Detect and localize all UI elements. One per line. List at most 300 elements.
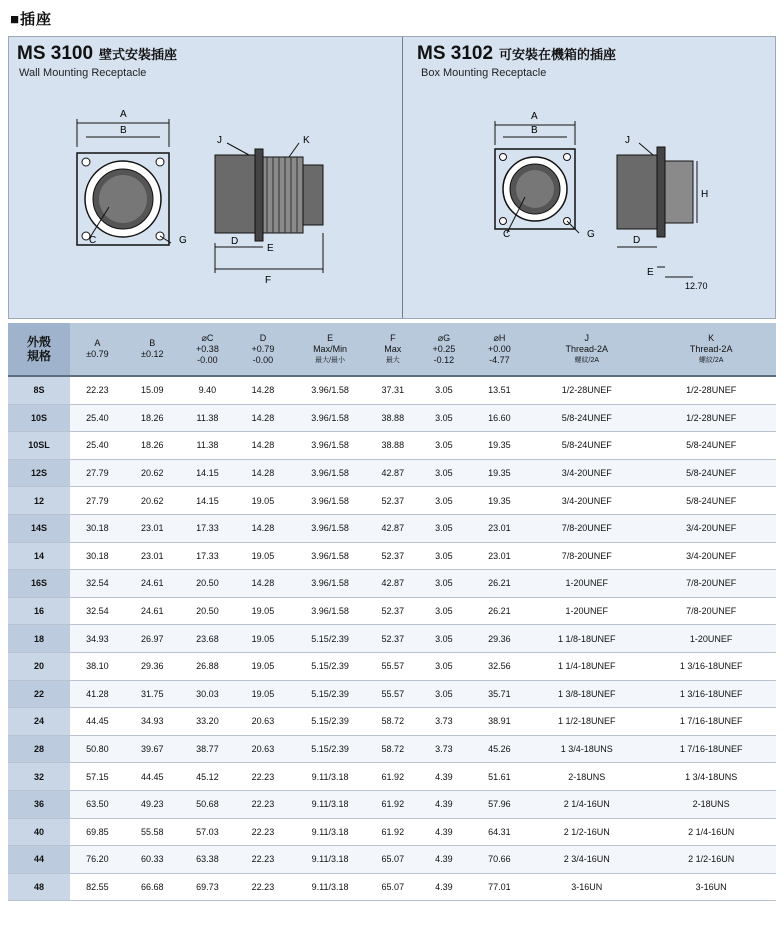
header-g-l2: +0.25 bbox=[432, 343, 456, 354]
table-cell: 19.05 bbox=[235, 652, 291, 680]
ms3100-label-k: K bbox=[303, 135, 310, 146]
table-cell: 3.05 bbox=[416, 680, 472, 708]
header-h-l1: H bbox=[498, 332, 506, 343]
row-size-cell: 14 bbox=[8, 542, 70, 570]
table-cell: 9.11/3.18 bbox=[291, 763, 370, 791]
ms3100-label-d: D bbox=[231, 236, 239, 247]
table-cell: 23.01 bbox=[472, 542, 528, 570]
ms3102-label-b: B bbox=[531, 125, 538, 136]
header-size bbox=[8, 323, 70, 376]
table-cell: 27.79 bbox=[70, 487, 125, 515]
table-cell: 5/8-24UNEF bbox=[527, 432, 646, 460]
table-cell: 2 1/4-16UN bbox=[646, 818, 776, 846]
ms3102-label-d: D bbox=[633, 235, 641, 246]
table-cell: 9.40 bbox=[180, 376, 236, 404]
table-cell: 3/4-20UNEF bbox=[527, 487, 646, 515]
row-size-cell: 10SL bbox=[8, 432, 70, 460]
row-size-cell: 48 bbox=[8, 873, 70, 901]
row-size-cell: 24 bbox=[8, 708, 70, 736]
table-cell: 55.58 bbox=[125, 818, 180, 846]
table-cell: 3.05 bbox=[416, 404, 472, 432]
table-cell: 38.88 bbox=[369, 432, 416, 460]
header-j-l3: 螺紋/2A bbox=[574, 356, 600, 364]
table-cell: 2 1/2-16UN bbox=[646, 846, 776, 874]
table-cell: 9.11/3.18 bbox=[291, 790, 370, 818]
ms3102-code: MS 3102 bbox=[417, 43, 494, 64]
table-cell: 19.05 bbox=[235, 680, 291, 708]
table-cell: 7/8-20UNEF bbox=[527, 542, 646, 570]
table-cell: 20.63 bbox=[235, 708, 291, 736]
table-cell: 52.37 bbox=[369, 597, 416, 625]
table-row bbox=[8, 846, 776, 874]
row-size-cell: 44 bbox=[8, 846, 70, 874]
table-row bbox=[8, 597, 776, 625]
table-cell: 3.96/1.58 bbox=[291, 514, 370, 542]
table-row bbox=[8, 404, 776, 432]
table-cell: 1 7/16-18UNEF bbox=[646, 735, 776, 763]
table-cell: 26.97 bbox=[125, 625, 180, 653]
table-cell: 19.35 bbox=[472, 487, 528, 515]
table-row bbox=[8, 763, 776, 791]
ms3102-label-j: J bbox=[625, 135, 630, 146]
table-cell: 30.03 bbox=[180, 680, 236, 708]
table-cell: 14.28 bbox=[235, 432, 291, 460]
row-size-cell: 8S bbox=[8, 376, 70, 404]
table-cell: 3.05 bbox=[416, 597, 472, 625]
table-cell: 3/4-20UNEF bbox=[527, 459, 646, 487]
table-cell: 61.92 bbox=[369, 763, 416, 791]
table-cell: 69.73 bbox=[180, 873, 236, 901]
table-cell: 19.35 bbox=[472, 459, 528, 487]
table-row bbox=[8, 514, 776, 542]
table-cell: 20.63 bbox=[235, 735, 291, 763]
header-a-l2: ±0.79 bbox=[86, 349, 109, 359]
spec-table bbox=[8, 323, 776, 901]
table-cell: 22.23 bbox=[235, 818, 291, 846]
table-cell: 5/8-24UNEF bbox=[646, 487, 776, 515]
table-cell: 63.38 bbox=[180, 846, 236, 874]
header-f-l2: Max bbox=[384, 343, 402, 354]
header-e bbox=[291, 323, 370, 376]
header-b-l1: B bbox=[149, 338, 156, 348]
table-cell: 23.01 bbox=[472, 514, 528, 542]
table-cell: 52.37 bbox=[369, 542, 416, 570]
ms3102-cn-title: 可安裝在機箱的插座 bbox=[499, 47, 617, 62]
table-cell: 4.39 bbox=[416, 790, 472, 818]
table-cell: 1 1/8-18UNEF bbox=[527, 625, 646, 653]
table-cell: 14.28 bbox=[235, 376, 291, 404]
table-cell: 14.15 bbox=[180, 459, 236, 487]
header-c-l2: +0.38 bbox=[196, 343, 219, 354]
table-cell: 23.01 bbox=[125, 514, 180, 542]
table-cell: 45.26 bbox=[472, 735, 528, 763]
row-size-cell: 12 bbox=[8, 487, 70, 515]
table-cell: 3.05 bbox=[416, 542, 472, 570]
table-cell: 7/8-20UNEF bbox=[646, 570, 776, 598]
ms3100-label-a: A bbox=[120, 109, 127, 120]
row-size-cell: 36 bbox=[8, 790, 70, 818]
table-cell: 3.96/1.58 bbox=[291, 542, 370, 570]
table-cell: 2 3/4-16UN bbox=[527, 846, 646, 874]
table-cell: 3.96/1.58 bbox=[291, 597, 370, 625]
table-cell: 1/2-28UNEF bbox=[527, 376, 646, 404]
row-size-cell: 18 bbox=[8, 625, 70, 653]
table-cell: 55.57 bbox=[369, 680, 416, 708]
header-g-l3: -0.12 bbox=[433, 354, 455, 365]
header-a-l1: A bbox=[94, 338, 101, 348]
table-cell: 1 3/16-18UNEF bbox=[646, 680, 776, 708]
header-d bbox=[235, 323, 291, 376]
table-cell: 32.54 bbox=[70, 597, 125, 625]
table-cell: 52.37 bbox=[369, 487, 416, 515]
header-size-l1: 外殼 bbox=[26, 335, 51, 349]
table-cell: 19.05 bbox=[235, 487, 291, 515]
table-cell: 27.79 bbox=[70, 459, 125, 487]
table-cell: 22.23 bbox=[235, 763, 291, 791]
table-cell: 3.96/1.58 bbox=[291, 376, 370, 404]
header-e-l3: 最大/最小 bbox=[315, 356, 346, 364]
table-row bbox=[8, 625, 776, 653]
table-cell: 9.11/3.18 bbox=[291, 846, 370, 874]
table-cell: 4.39 bbox=[416, 846, 472, 874]
table-cell: 61.92 bbox=[369, 818, 416, 846]
row-size-cell: 10S bbox=[8, 404, 70, 432]
table-cell: 14.28 bbox=[235, 570, 291, 598]
table-cell: 42.87 bbox=[369, 459, 416, 487]
header-h: ⌀H +0.00 -4.77 bbox=[472, 323, 528, 376]
table-cell: 18.26 bbox=[125, 404, 180, 432]
table-cell: 3.05 bbox=[416, 432, 472, 460]
header-d-l1: D bbox=[259, 332, 267, 343]
table-row bbox=[8, 487, 776, 515]
table-body bbox=[8, 376, 776, 901]
table-row bbox=[8, 432, 776, 460]
table-cell: 22.23 bbox=[235, 846, 291, 874]
table-cell: 14.28 bbox=[235, 404, 291, 432]
table-cell: 19.05 bbox=[235, 597, 291, 625]
header-k-l3: 螺紋/2A bbox=[698, 356, 724, 364]
table-cell: 7/8-20UNEF bbox=[646, 597, 776, 625]
ms3100-label-g: G bbox=[179, 235, 187, 246]
table-cell: 3.96/1.58 bbox=[291, 404, 370, 432]
header-j-l2: Thread-2A bbox=[565, 343, 609, 354]
table-cell: 32.54 bbox=[70, 570, 125, 598]
ms3100-front-view bbox=[77, 119, 171, 245]
ms3100-label-c: C bbox=[89, 235, 97, 246]
table-cell: 52.37 bbox=[369, 625, 416, 653]
table-cell: 2 1/2-16UN bbox=[527, 818, 646, 846]
table-row bbox=[8, 708, 776, 736]
table-cell: 11.38 bbox=[180, 432, 236, 460]
table-cell: 5.15/2.39 bbox=[291, 652, 370, 680]
ms3102-label-g: G bbox=[587, 229, 595, 240]
table-cell: 24.61 bbox=[125, 597, 180, 625]
table-cell: 13.51 bbox=[472, 376, 528, 404]
header-f-l1: F bbox=[390, 332, 396, 343]
table-cell: 66.68 bbox=[125, 873, 180, 901]
table-cell: 14.15 bbox=[180, 487, 236, 515]
row-size-cell: 12S bbox=[8, 459, 70, 487]
header-d-l2: +0.79 bbox=[251, 343, 275, 354]
ms3102-subtitle: Box Mounting Receptacle bbox=[421, 67, 547, 79]
table-cell: 57.96 bbox=[472, 790, 528, 818]
table-cell: 3-16UN bbox=[527, 873, 646, 901]
table-cell: 38.91 bbox=[472, 708, 528, 736]
table-cell: 25.40 bbox=[70, 432, 125, 460]
header-size-l2: 規格 bbox=[26, 349, 51, 363]
row-size-cell: 14S bbox=[8, 514, 70, 542]
table-cell: 30.18 bbox=[70, 514, 125, 542]
table-cell: 2-18UNS bbox=[646, 790, 776, 818]
row-size-cell: 40 bbox=[8, 818, 70, 846]
table-cell: 1/2-28UNEF bbox=[646, 404, 776, 432]
ms3102-label-h: H bbox=[701, 189, 709, 200]
table-cell: 1 3/4-18UNS bbox=[527, 735, 646, 763]
header-b bbox=[125, 323, 180, 376]
table-cell: 22.23 bbox=[70, 376, 125, 404]
table-cell: 32.56 bbox=[472, 652, 528, 680]
header-f bbox=[369, 323, 416, 376]
table-cell: 5/8-24UNEF bbox=[646, 459, 776, 487]
table-cell: 5.15/2.39 bbox=[291, 708, 370, 736]
row-size-cell: 16S bbox=[8, 570, 70, 598]
table-cell: 44.45 bbox=[125, 763, 180, 791]
table-cell: 3/4-20UNEF bbox=[646, 514, 776, 542]
table-cell: 3.05 bbox=[416, 487, 472, 515]
ms3102-label-e: E bbox=[647, 267, 654, 278]
table-cell: 20.62 bbox=[125, 459, 180, 487]
table-cell: 14.28 bbox=[235, 514, 291, 542]
table-cell: 11.38 bbox=[180, 404, 236, 432]
table-cell: 2-18UNS bbox=[527, 763, 646, 791]
ms3102-label-a: A bbox=[531, 111, 538, 122]
header-c-l1: C bbox=[206, 332, 214, 343]
table-cell: 77.01 bbox=[472, 873, 528, 901]
table-cell: 5/8-24UNEF bbox=[527, 404, 646, 432]
table-cell: 19.35 bbox=[472, 432, 528, 460]
table-cell: 5.15/2.39 bbox=[291, 735, 370, 763]
table-cell: 50.68 bbox=[180, 790, 236, 818]
table-cell: 1 3/16-18UNEF bbox=[646, 652, 776, 680]
header-c: ⌀C +0.38 -0.00 bbox=[180, 323, 236, 376]
ms3100-subtitle: Wall Mounting Receptacle bbox=[19, 67, 147, 79]
table-row bbox=[8, 570, 776, 598]
table-cell: 3.96/1.58 bbox=[291, 487, 370, 515]
table-cell: 44.45 bbox=[70, 708, 125, 736]
table-cell: 38.77 bbox=[180, 735, 236, 763]
header-g: ⌀G +0.25 -0.12 bbox=[416, 323, 472, 376]
table-cell: 20.50 bbox=[180, 570, 236, 598]
header-b-l2: ±0.12 bbox=[141, 349, 164, 359]
table-cell: 4.39 bbox=[416, 873, 472, 901]
table-cell: 3-16UN bbox=[646, 873, 776, 901]
table-cell: 42.87 bbox=[369, 570, 416, 598]
table-cell: 1-20UNEF bbox=[527, 570, 646, 598]
row-size-cell: 28 bbox=[8, 735, 70, 763]
table-cell: 60.33 bbox=[125, 846, 180, 874]
header-k bbox=[646, 323, 776, 376]
table-cell: 26.21 bbox=[472, 570, 528, 598]
table-cell: 14.28 bbox=[235, 459, 291, 487]
section-title: ■插座 bbox=[10, 11, 53, 28]
table-cell: 82.55 bbox=[70, 873, 125, 901]
table-cell: 76.20 bbox=[70, 846, 125, 874]
table-cell: 5.15/2.39 bbox=[291, 625, 370, 653]
table-cell: 23.68 bbox=[180, 625, 236, 653]
table-cell: 3.73 bbox=[416, 735, 472, 763]
table-cell: 26.88 bbox=[180, 652, 236, 680]
table-cell: 1 3/4-18UNS bbox=[646, 763, 776, 791]
table-cell: 19.05 bbox=[235, 625, 291, 653]
table-cell: 18.26 bbox=[125, 432, 180, 460]
header-h-l3: -4.77 bbox=[489, 354, 510, 365]
header-h-l2: +0.00 bbox=[488, 343, 511, 354]
header-c-l3: -0.00 bbox=[197, 354, 218, 365]
ms3100-label-b: B bbox=[120, 125, 127, 136]
table-cell: 65.07 bbox=[369, 873, 416, 901]
table-cell: 61.92 bbox=[369, 790, 416, 818]
diagram-panel bbox=[8, 36, 776, 319]
table-cell: 49.23 bbox=[125, 790, 180, 818]
header-e-l2: Max/Min bbox=[313, 343, 348, 354]
table-cell: 1-20UNEF bbox=[646, 625, 776, 653]
table-cell: 26.21 bbox=[472, 597, 528, 625]
ms3100-label-f: F bbox=[265, 275, 272, 286]
table-cell: 41.28 bbox=[70, 680, 125, 708]
table-cell: 3.05 bbox=[416, 625, 472, 653]
header-j-l1: J bbox=[584, 332, 590, 343]
ms3100-code: MS 3100 bbox=[17, 43, 94, 64]
table-cell: 17.33 bbox=[180, 514, 236, 542]
table-cell: 50.80 bbox=[70, 735, 125, 763]
table-cell: 7/8-20UNEF bbox=[527, 514, 646, 542]
table-cell: 3.73 bbox=[416, 708, 472, 736]
ms3100-label-e: E bbox=[267, 243, 274, 254]
header-k-l1: K bbox=[708, 332, 715, 343]
table-cell: 29.36 bbox=[472, 625, 528, 653]
table-cell: 64.31 bbox=[472, 818, 528, 846]
header-a bbox=[70, 323, 125, 376]
table-cell: 25.40 bbox=[70, 404, 125, 432]
table-cell: 33.20 bbox=[180, 708, 236, 736]
ms3100-label-j: J bbox=[217, 135, 222, 146]
table-row bbox=[8, 735, 776, 763]
table-cell: 39.67 bbox=[125, 735, 180, 763]
table-cell: 1 1/2-18UNEF bbox=[527, 708, 646, 736]
table-cell: 17.33 bbox=[180, 542, 236, 570]
table-cell: 3.05 bbox=[416, 376, 472, 404]
table-cell: 4.39 bbox=[416, 818, 472, 846]
table-cell: 20.62 bbox=[125, 487, 180, 515]
table-cell: 31.75 bbox=[125, 680, 180, 708]
table-cell: 16.60 bbox=[472, 404, 528, 432]
table-cell: 5.15/2.39 bbox=[291, 680, 370, 708]
table-row bbox=[8, 873, 776, 901]
row-size-cell: 20 bbox=[8, 652, 70, 680]
ms3102-drawing bbox=[403, 37, 775, 318]
table-cell: 34.93 bbox=[70, 625, 125, 653]
header-f-l3: 最大 bbox=[385, 356, 400, 364]
header-k-l2: Thread-2A bbox=[689, 343, 733, 354]
table-cell: 57.03 bbox=[180, 818, 236, 846]
table-header-row bbox=[8, 323, 776, 376]
table-cell: 57.15 bbox=[70, 763, 125, 791]
row-size-cell: 16 bbox=[8, 597, 70, 625]
ms3102-side-view bbox=[617, 143, 697, 277]
table-cell: 51.61 bbox=[472, 763, 528, 791]
ms3100-cn-title: 壁式安裝插座 bbox=[99, 47, 178, 62]
table-cell: 37.31 bbox=[369, 376, 416, 404]
table-cell: 23.01 bbox=[125, 542, 180, 570]
table-cell: 3/4-20UNEF bbox=[646, 542, 776, 570]
table-cell: 22.23 bbox=[235, 790, 291, 818]
table-cell: 15.09 bbox=[125, 376, 180, 404]
table-cell: 9.11/3.18 bbox=[291, 818, 370, 846]
ms3102-label-c: C bbox=[503, 229, 511, 240]
table-cell: 45.12 bbox=[180, 763, 236, 791]
table-row bbox=[8, 680, 776, 708]
table-cell: 1/2-28UNEF bbox=[646, 376, 776, 404]
table-cell: 35.71 bbox=[472, 680, 528, 708]
table-cell: 55.57 bbox=[369, 652, 416, 680]
table-cell: 65.07 bbox=[369, 846, 416, 874]
table-row bbox=[8, 459, 776, 487]
ms3100-drawing bbox=[9, 37, 402, 318]
table-cell: 38.88 bbox=[369, 404, 416, 432]
table-cell: 3.05 bbox=[416, 459, 472, 487]
ms3102-dim-label: 12.70 bbox=[685, 281, 708, 291]
table-cell: 20.50 bbox=[180, 597, 236, 625]
table-row bbox=[8, 376, 776, 404]
table-row bbox=[8, 652, 776, 680]
table-cell: 22.23 bbox=[235, 873, 291, 901]
table-cell: 29.36 bbox=[125, 652, 180, 680]
table-row bbox=[8, 818, 776, 846]
table-cell: 1 1/4-18UNEF bbox=[527, 652, 646, 680]
header-e-l1: E bbox=[327, 332, 334, 343]
ms3102-front-view bbox=[495, 121, 579, 233]
row-size-cell: 32 bbox=[8, 763, 70, 791]
table-row bbox=[8, 790, 776, 818]
table-cell: 58.72 bbox=[369, 735, 416, 763]
table-cell: 63.50 bbox=[70, 790, 125, 818]
table-cell: 3.96/1.58 bbox=[291, 570, 370, 598]
table-cell: 1-20UNEF bbox=[527, 597, 646, 625]
table-cell: 1 7/16-18UNEF bbox=[646, 708, 776, 736]
header-j bbox=[527, 323, 646, 376]
header-g-l1: G bbox=[443, 332, 451, 343]
table-cell: 3.96/1.58 bbox=[291, 459, 370, 487]
table-cell: 30.18 bbox=[70, 542, 125, 570]
table-cell: 9.11/3.18 bbox=[291, 873, 370, 901]
table-cell: 3.96/1.58 bbox=[291, 432, 370, 460]
table-cell: 58.72 bbox=[369, 708, 416, 736]
table-cell: 3.05 bbox=[416, 570, 472, 598]
table-cell: 3.05 bbox=[416, 652, 472, 680]
header-d-l3: -0.00 bbox=[252, 354, 274, 365]
table-row bbox=[8, 542, 776, 570]
table-cell: 38.10 bbox=[70, 652, 125, 680]
table-cell: 1 3/8-18UNEF bbox=[527, 680, 646, 708]
table-cell: 42.87 bbox=[369, 514, 416, 542]
table-cell: 34.93 bbox=[125, 708, 180, 736]
table-cell: 4.39 bbox=[416, 763, 472, 791]
table-cell: 3.05 bbox=[416, 514, 472, 542]
table-cell: 5/8-24UNEF bbox=[646, 432, 776, 460]
table-cell: 70.66 bbox=[472, 846, 528, 874]
table-cell: 19.05 bbox=[235, 542, 291, 570]
table-cell: 2 1/4-16UN bbox=[527, 790, 646, 818]
